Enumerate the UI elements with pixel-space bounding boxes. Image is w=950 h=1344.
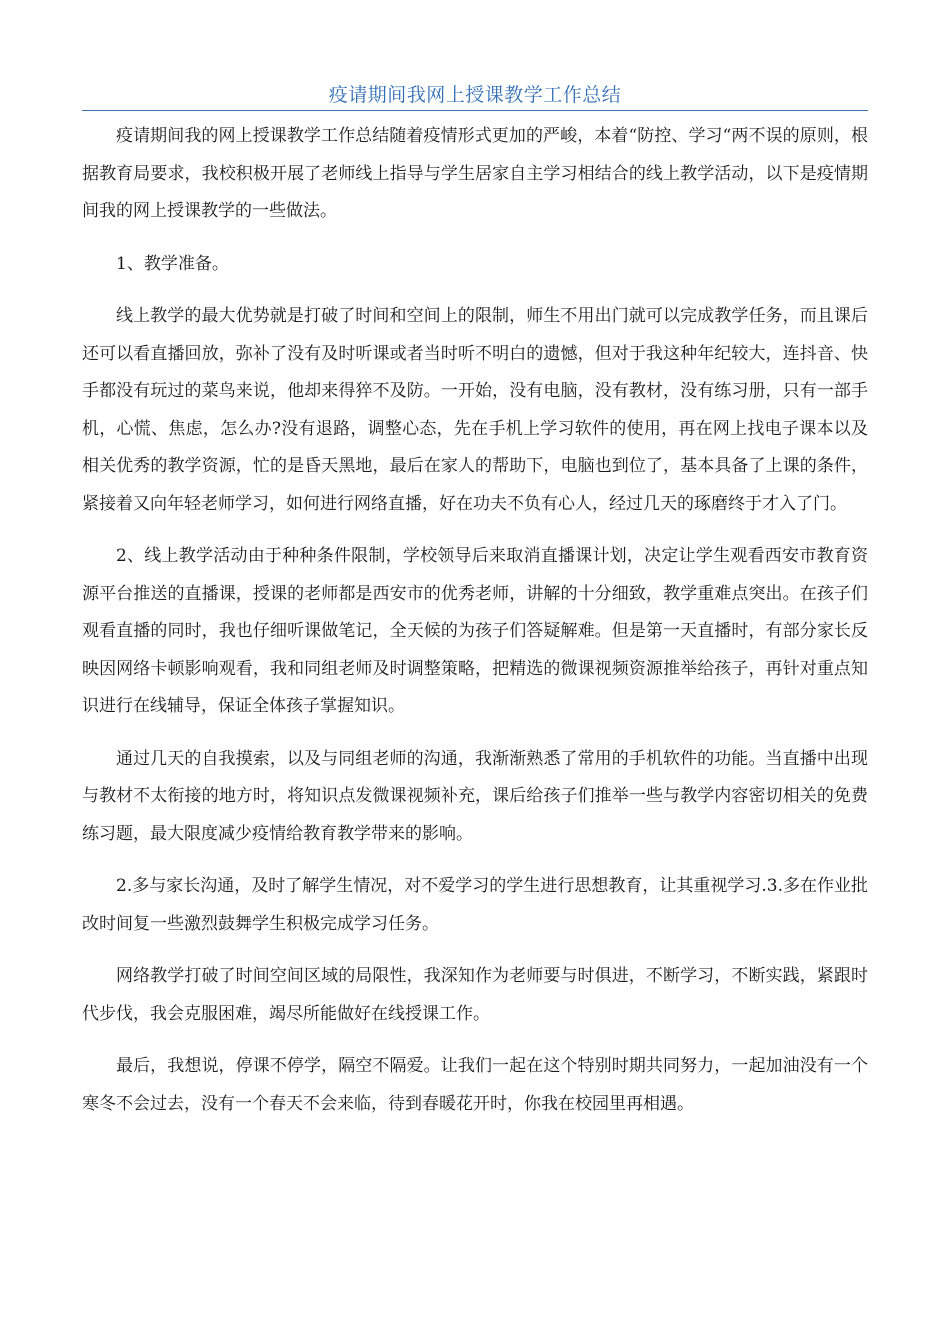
paragraph-parent-communication: 2.多与家长沟通，及时了解学生情况，对不爱学习的学生进行思想教育，让其重视学习.3.多在作业批改时间复一些激烈鼓舞学生积极完成学习任务。 (82, 876, 868, 934)
paragraph-intro: 疫请期间我的网上授课教学工作总结随着疫情形式更加的严峻，本着“防控、学习“两不误的原则，根据教育局要求，我校积极开展了老师线上指导与学生居家自主学习相结合的线上教学活动，以下是疫情期间我的网上授课教学的一些做法。 (82, 126, 868, 221)
title-underline (82, 110, 868, 111)
document-title: 疫请期间我网上授课教学工作总结 (328, 84, 622, 106)
paragraph-heading-preparation: 1、教学准备。 (116, 253, 229, 274)
document-body (82, 118, 868, 1138)
paragraph-self-exploration: 通过几天的自我摸索，以及与同组老师的沟通，我渐渐熟悉了常用的手机软件的功能。当直播中出现与教材不太衔接的地方时，将知识点发微课视频补充，课后给孩子们推举一些与教学内容密切相关的免费练习题，最大限度减少疫情给教育教学带来的影响。 (82, 748, 868, 844)
paragraph-closing: 最后，我想说，停课不停学，隔空不隔爱。让我们一起在这个特别时期共同努力，一起加油没有一个寒冬不会过去，没有一个春天不会来临，待到春暖花开时，你我在校园里再相遇。 (82, 1056, 868, 1114)
paragraph-network-teaching: 网络教学打破了时间空间区域的局限性，我深知作为老师要与时俱进，不断学习，不断实践，紧跟时代步伐，我会克服困难，竭尽所能做好在线授课工作。 (82, 966, 868, 1024)
paragraph-online-activities: 2、线上教学活动由于种种条件限制，学校领导后来取消直播课计划，决定让学生观看西安市教育资源平台推送的直播课，授课的老师都是西安市的优秀老师，讲解的十分细致，教学重难点突出。在孩子们观看直播的同时，我也仔细听课做笔记，全天候的为孩子们答疑解难。但是第一天直播时，有部分家长反映因网络卡顿影响观看，我和同组老师及时调整策略，把精选的微课视频资源推举给孩子，再针对重点知识进行在线辅导，保证全体孩子掌握知识。 (82, 546, 868, 716)
paragraph-preparation: 线上教学的最大优势就是打破了时间和空间上的限制，师生不用出门就可以完成教学任务，而且课后还可以看直播回放，弥补了没有及时听课或者当时听不明白的遗憾，但对于我这种年纪较大，连抖音、快手都没有玩过的菜鸟来说，他却来得猝不及防。一开始，没有电脑，没有教材，没有练习册，只有一部手机，心慌、焦虑，怎么办?没有退路，调整心态，先在手机上学习软件的使用，再在网上找电子课本以及相关优秀的教学资源，忙的是昏天黑地，最后在家人的帮助下，电脑也到位了，基本具备了上课的条件，紧接着又向年轻老师学习，如何进行网络直播，好在功夫不负有心人，经过几天的琢磨终于才入了门。 (82, 306, 868, 514)
